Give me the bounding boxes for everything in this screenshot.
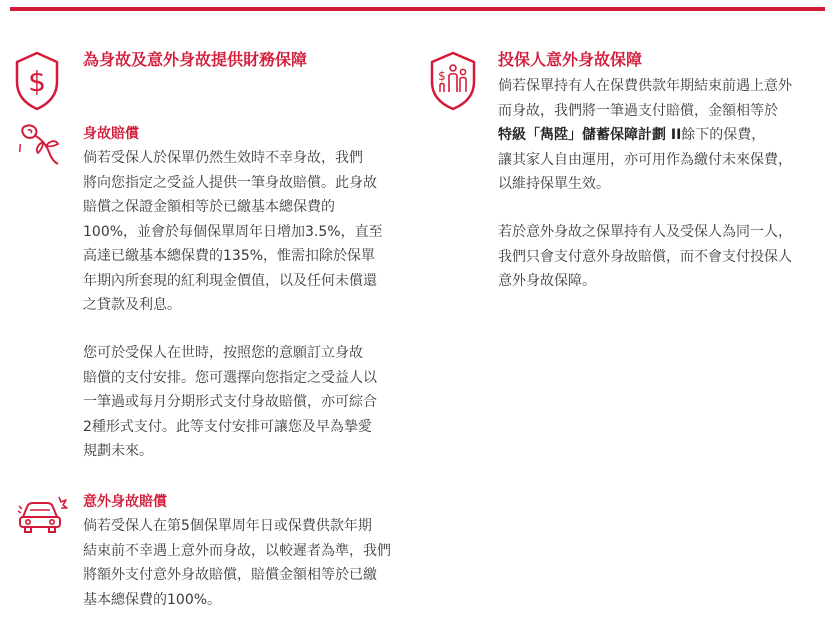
text-fragment: 餘下的保費， [681, 127, 766, 143]
death-benefit-paragraph-1 [83, 146, 383, 318]
text-line: 您可於受保人在世時，按照您的意願訂立身故 [83, 345, 363, 361]
text-line: 倘若保單持有人在保費供款年期結束前遇上意外 [498, 78, 792, 94]
text-line: 我們只會支付意外身故賠償，而不會支付投保人 [498, 248, 792, 265]
car-crash-icon [17, 493, 69, 537]
top-accent-rule [10, 7, 825, 11]
death-benefit-title: 身故賠償 [83, 126, 139, 142]
text-line: 賠償之保證金額相等於已繳基本總保費的 [83, 199, 335, 215]
plan-name: 特級「雋陞」儲蓄保障計劃 II [498, 127, 682, 143]
right-section-title: 投保人意外身故保障 [498, 50, 643, 69]
text-line: 意外身故保障。 [498, 273, 596, 289]
wilting-flower-icon [16, 122, 66, 166]
text-line: 讓其家人自由運用，亦可用作為繳付未來保費， [498, 151, 792, 168]
accidental-death-paragraph [83, 514, 391, 612]
text-line: 一筆過或每月分期形式支付身故賠償，亦可綜合 [83, 394, 377, 410]
svg-text:$: $ [438, 69, 446, 83]
policyholder-paragraph-2 [498, 220, 792, 294]
text-line: 2種形式支付。此等支付安排可讓您及早為摯愛 [83, 418, 372, 435]
death-benefit-paragraph-2 [83, 341, 377, 464]
dollar-shield-icon [12, 50, 62, 112]
text-line: 賠償的支付安排。您可選擇向您指定之受益人以 [83, 369, 377, 386]
text-line: 倘若受保人於保單仍然生效時不幸身故，我們 [83, 150, 363, 166]
text-line: 若於意外身故之保單持有人及受保人為同一人， [498, 224, 792, 240]
svg-text:$: $ [28, 65, 46, 98]
text-line: 100%，並會於每個保單周年日增加3.5%，直至 [83, 223, 383, 240]
left-section-title: 為身故及意外身故提供財務保障 [83, 50, 308, 69]
text-line: 以維持保單生效。 [498, 176, 610, 192]
text-line: 將向您指定之受益人提供一筆身故賠償。此身故 [83, 174, 377, 191]
text-line: 而身故，我們將一筆過支付賠償，金額相等於 [498, 102, 778, 119]
text-line: 規劃未來。 [83, 443, 153, 459]
policyholder-paragraph-1 [498, 74, 792, 197]
text-line: 基本總保費的100%。 [83, 591, 222, 608]
text-line: 倘若受保人在第5個保單周年日或保費供款年期 [83, 518, 372, 534]
accidental-death-title: 意外身故賠償 [83, 494, 167, 510]
text-line [498, 123, 792, 148]
text-line: 高達已繳基本總保費的135%，惟需扣除於保單 [83, 248, 376, 264]
text-line: 結束前不幸遇上意外而身故，以較遲者為準，我們 [83, 542, 391, 559]
text-line: 之貸款及利息。 [83, 297, 181, 313]
text-line: 年期內所套現的紅利現金價值，以及任何未償還 [83, 272, 377, 289]
text-line: 將額外支付意外身故賠償，賠償金額相等於已繳 [83, 567, 377, 583]
family-shield-icon [427, 50, 479, 112]
